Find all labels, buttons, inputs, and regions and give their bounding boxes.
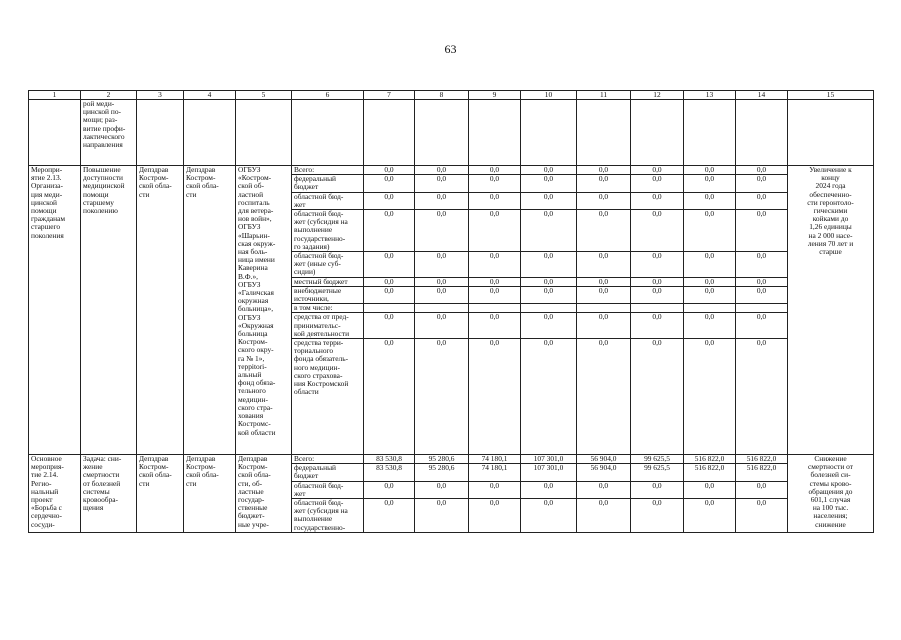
amount-cell: 0,0 bbox=[469, 192, 521, 209]
amount-cell: 0,0 bbox=[631, 286, 684, 303]
amount-cell: 0,0 bbox=[631, 192, 684, 209]
amount-cell: 0,0 bbox=[736, 175, 788, 192]
amount-cell: 516 822,0 bbox=[684, 464, 736, 481]
cell bbox=[469, 100, 521, 166]
cell bbox=[137, 100, 184, 166]
funding-source-label: местный бюджет bbox=[292, 277, 364, 286]
header-cell: 4 bbox=[184, 91, 236, 100]
amount-cell: 0,0 bbox=[521, 339, 577, 455]
amount-cell: 0,0 bbox=[631, 481, 684, 498]
header-cell: 8 bbox=[415, 91, 469, 100]
amount-cell: 0,0 bbox=[364, 499, 415, 533]
amount-cell: 0,0 bbox=[364, 481, 415, 498]
amount-cell: 0,0 bbox=[577, 210, 631, 252]
amount-cell: 0,0 bbox=[736, 166, 788, 175]
measure-2-14-col5-cell: Депздрав Костром- ской обла- сти, об- ластные государ- ственные бюджет- ные учре- bbox=[236, 455, 292, 533]
amount-cell: 0,0 bbox=[684, 210, 736, 252]
amount-cell: 0,0 bbox=[736, 481, 788, 498]
measure-2-13-result-cell: Увеличение к концу 2024 года обеспеченно- сти геронтоло- гическими койками до 1,26 единицы на 2 000 насе- ления 70 лет и старше bbox=[788, 166, 874, 455]
amount-cell: 0,0 bbox=[631, 313, 684, 339]
amount-cell: 0,0 bbox=[521, 175, 577, 192]
amount-cell: 0,0 bbox=[631, 277, 684, 286]
funding-source-label: внебюджетные источники, bbox=[292, 286, 364, 303]
budget-table bbox=[28, 90, 874, 533]
amount-cell: 0,0 bbox=[415, 252, 469, 278]
amount-cell: 0,0 bbox=[521, 499, 577, 533]
measure-2-14-col1-cell: Основное мероприя- тие 2.14. Регио- нальный проект «Борьба с сердечно- сосуди- bbox=[29, 455, 81, 533]
cell bbox=[684, 100, 736, 166]
amount-cell: 0,0 bbox=[577, 175, 631, 192]
measure-2-13-col3-cell: Депздрав Костром- ской обла- сти bbox=[137, 166, 184, 455]
amount-cell: 0,0 bbox=[415, 210, 469, 252]
amount-cell: 0,0 bbox=[684, 339, 736, 455]
amount-cell: 0,0 bbox=[521, 277, 577, 286]
amount-cell: 0,0 bbox=[684, 175, 736, 192]
funding-source-label: областной бюд- жет (иные суб- сидии) bbox=[292, 252, 364, 278]
amount-cell: 0,0 bbox=[631, 339, 684, 455]
amount-cell: 0,0 bbox=[736, 277, 788, 286]
amount-cell bbox=[521, 304, 577, 313]
amount-cell: 0,0 bbox=[521, 313, 577, 339]
funding-source-label: федеральный бюджет bbox=[292, 175, 364, 192]
header-row bbox=[29, 91, 874, 100]
amount-cell: 516 822,0 bbox=[736, 455, 788, 464]
amount-cell: 0,0 bbox=[684, 252, 736, 278]
header-cell: 12 bbox=[631, 91, 684, 100]
funding-source-label: областной бюд- жет (субсидия на выполнение государственно- bbox=[292, 499, 364, 533]
funding-source-label: средства терри- ториального фонда обязатель- ного медицин- ского страхова- ния Костромской области bbox=[292, 339, 364, 455]
funding-source-label: Всего: bbox=[292, 455, 364, 464]
amount-cell: 0,0 bbox=[469, 499, 521, 533]
amount-cell: 83 530,8 bbox=[364, 464, 415, 481]
cell bbox=[415, 100, 469, 166]
amount-cell: 0,0 bbox=[631, 166, 684, 175]
amount-cell: 0,0 bbox=[469, 277, 521, 286]
cell bbox=[364, 100, 415, 166]
amount-cell: 107 301,0 bbox=[521, 464, 577, 481]
amount-cell: 56 904,0 bbox=[577, 455, 631, 464]
amount-cell: 0,0 bbox=[469, 313, 521, 339]
header-cell: 14 bbox=[736, 91, 788, 100]
amount-cell: 0,0 bbox=[684, 192, 736, 209]
header-cell: 6 bbox=[292, 91, 364, 100]
amount-cell bbox=[631, 304, 684, 313]
amount-cell: 0,0 bbox=[577, 252, 631, 278]
amount-cell: 0,0 bbox=[631, 252, 684, 278]
amount-cell bbox=[364, 304, 415, 313]
amount-cell: 0,0 bbox=[415, 166, 469, 175]
header-cell: 2 bbox=[81, 91, 137, 100]
amount-cell: 0,0 bbox=[631, 499, 684, 533]
amount-cell: 56 904,0 bbox=[577, 464, 631, 481]
amount-cell: 0,0 bbox=[577, 166, 631, 175]
amount-cell: 0,0 bbox=[577, 499, 631, 533]
funding-source-label: в том числе: bbox=[292, 304, 364, 313]
cell bbox=[29, 100, 81, 166]
amount-cell: 0,0 bbox=[364, 175, 415, 192]
amount-cell: 0,0 bbox=[577, 481, 631, 498]
amount-cell: 0,0 bbox=[684, 313, 736, 339]
amount-cell: 0,0 bbox=[469, 175, 521, 192]
amount-cell: 99 625,5 bbox=[631, 464, 684, 481]
amount-cell: 0,0 bbox=[469, 252, 521, 278]
funding-source-label: областной бюд- жет bbox=[292, 192, 364, 209]
amount-cell: 0,0 bbox=[631, 175, 684, 192]
amount-cell: 0,0 bbox=[736, 499, 788, 533]
amount-cell: 0,0 bbox=[469, 210, 521, 252]
amount-cell: 0,0 bbox=[415, 277, 469, 286]
amount-cell: 0,0 bbox=[736, 339, 788, 455]
amount-cell: 95 280,6 bbox=[415, 455, 469, 464]
measure-2-13-row bbox=[29, 166, 874, 175]
measure-2-14-col2-cell: Задача: сни- жение смертности от болезней системы кровообра- щения bbox=[81, 455, 137, 533]
funding-source-label: Всего: bbox=[292, 166, 364, 175]
amount-cell: 0,0 bbox=[521, 192, 577, 209]
amount-cell: 83 530,8 bbox=[364, 455, 415, 464]
amount-cell: 0,0 bbox=[521, 286, 577, 303]
cell bbox=[577, 100, 631, 166]
amount-cell: 0,0 bbox=[415, 286, 469, 303]
amount-cell: 0,0 bbox=[577, 339, 631, 455]
amount-cell: 74 180,1 bbox=[469, 455, 521, 464]
cell bbox=[521, 100, 577, 166]
amount-cell: 0,0 bbox=[736, 313, 788, 339]
measure-2-14-row bbox=[29, 455, 874, 464]
measure-2-13-col4-cell: Депздрав Костром- ской обла- сти bbox=[184, 166, 236, 455]
amount-cell bbox=[469, 304, 521, 313]
amount-cell: 0,0 bbox=[364, 286, 415, 303]
measure-2-14-col3-cell: Депздрав Костром- ской обла- сти bbox=[137, 455, 184, 533]
header-cell: 7 bbox=[364, 91, 415, 100]
header-cell: 5 bbox=[236, 91, 292, 100]
table-body bbox=[29, 91, 874, 533]
amount-cell: 0,0 bbox=[577, 277, 631, 286]
amount-cell: 107 301,0 bbox=[521, 455, 577, 464]
measure-2-13-col2-cell: Повышение доступности медицинской помощи старшему поколению bbox=[81, 166, 137, 455]
amount-cell: 0,0 bbox=[415, 313, 469, 339]
amount-cell: 0,0 bbox=[364, 166, 415, 175]
funding-source-label: средства от пред- принимательс- кой деятельности bbox=[292, 313, 364, 339]
amount-cell: 0,0 bbox=[415, 175, 469, 192]
amount-cell bbox=[415, 304, 469, 313]
amount-cell: 0,0 bbox=[736, 210, 788, 252]
funding-source-label: областной бюд- жет bbox=[292, 481, 364, 498]
amount-cell: 0,0 bbox=[364, 252, 415, 278]
funding-source-label: областной бюд- жет (субсидия на выполнение государственно- го задания) bbox=[292, 210, 364, 252]
amount-cell: 0,0 bbox=[684, 286, 736, 303]
amount-cell: 0,0 bbox=[736, 192, 788, 209]
amount-cell bbox=[736, 304, 788, 313]
amount-cell: 0,0 bbox=[364, 313, 415, 339]
amount-cell: 95 280,6 bbox=[415, 464, 469, 481]
amount-cell: 0,0 bbox=[469, 339, 521, 455]
amount-cell: 0,0 bbox=[469, 481, 521, 498]
amount-cell: 0,0 bbox=[736, 286, 788, 303]
cell bbox=[631, 100, 684, 166]
amount-cell: 0,0 bbox=[415, 192, 469, 209]
amount-cell: 0,0 bbox=[521, 210, 577, 252]
header-cell: 10 bbox=[521, 91, 577, 100]
cell bbox=[184, 100, 236, 166]
amount-cell: 0,0 bbox=[577, 313, 631, 339]
measure-2-14-result-cell: Снижение смертности от болезней си- стемы крово- обращения до 601,1 случая на 100 тыс. населения; снижение bbox=[788, 455, 874, 533]
amount-cell: 0,0 bbox=[469, 286, 521, 303]
header-cell: 11 bbox=[577, 91, 631, 100]
amount-cell: 516 822,0 bbox=[684, 455, 736, 464]
funding-source-label: федеральный бюджет bbox=[292, 464, 364, 481]
cell bbox=[736, 100, 788, 166]
amount-cell: 0,0 bbox=[631, 210, 684, 252]
amount-cell: 0,0 bbox=[684, 481, 736, 498]
amount-cell: 0,0 bbox=[684, 166, 736, 175]
continuation-task-cell: рой меди- цинской по- мощи; раз- витие профи- лактического направления bbox=[81, 100, 137, 166]
amount-cell: 0,0 bbox=[364, 192, 415, 209]
amount-cell: 0,0 bbox=[577, 192, 631, 209]
amount-cell: 0,0 bbox=[577, 286, 631, 303]
amount-cell: 0,0 bbox=[415, 499, 469, 533]
amount-cell: 0,0 bbox=[469, 166, 521, 175]
amount-cell: 516 822,0 bbox=[736, 464, 788, 481]
amount-cell bbox=[684, 304, 736, 313]
amount-cell: 0,0 bbox=[415, 481, 469, 498]
amount-cell: 0,0 bbox=[521, 166, 577, 175]
continuation-row bbox=[29, 100, 874, 166]
cell bbox=[292, 100, 364, 166]
header-cell: 3 bbox=[137, 91, 184, 100]
amount-cell: 0,0 bbox=[364, 210, 415, 252]
amount-cell: 0,0 bbox=[736, 252, 788, 278]
cell bbox=[788, 100, 874, 166]
measure-2-13-col5-cell: ОГБУЗ «Костром- ской об- ластной госпиталь для ветера- нов войн», ОГБУЗ «Шарьин- ская окруж- ная боль- ница имени Каверина В.Ф.», ОГБУЗ «Галичская окружная больница», ОГБУЗ «Окружная больница Костром- ского окру- га № 1», террitori- альный фонд обяза- тельного медицин- ского стра- хования Костромс- кой области bbox=[236, 166, 292, 455]
cell bbox=[236, 100, 292, 166]
amount-cell: 0,0 bbox=[364, 277, 415, 286]
amount-cell: 74 180,1 bbox=[469, 464, 521, 481]
header-cell: 15 bbox=[788, 91, 874, 100]
amount-cell: 0,0 bbox=[521, 252, 577, 278]
page-number: 63 bbox=[444, 42, 457, 56]
amount-cell: 0,0 bbox=[684, 499, 736, 533]
amount-cell: 0,0 bbox=[415, 339, 469, 455]
header-cell: 1 bbox=[29, 91, 81, 100]
measure-2-14-col4-cell: Депздрав Костром- ской обла- сти bbox=[184, 455, 236, 533]
amount-cell: 0,0 bbox=[521, 481, 577, 498]
amount-cell bbox=[577, 304, 631, 313]
measure-2-13-col1-cell: Меропри- ятие 2.13. Организа- ция меди- цинской помощи гражданам старшего поколения bbox=[29, 166, 81, 455]
amount-cell: 99 625,5 bbox=[631, 455, 684, 464]
amount-cell: 0,0 bbox=[684, 277, 736, 286]
header-cell: 9 bbox=[469, 91, 521, 100]
header-cell: 13 bbox=[684, 91, 736, 100]
amount-cell: 0,0 bbox=[364, 339, 415, 455]
